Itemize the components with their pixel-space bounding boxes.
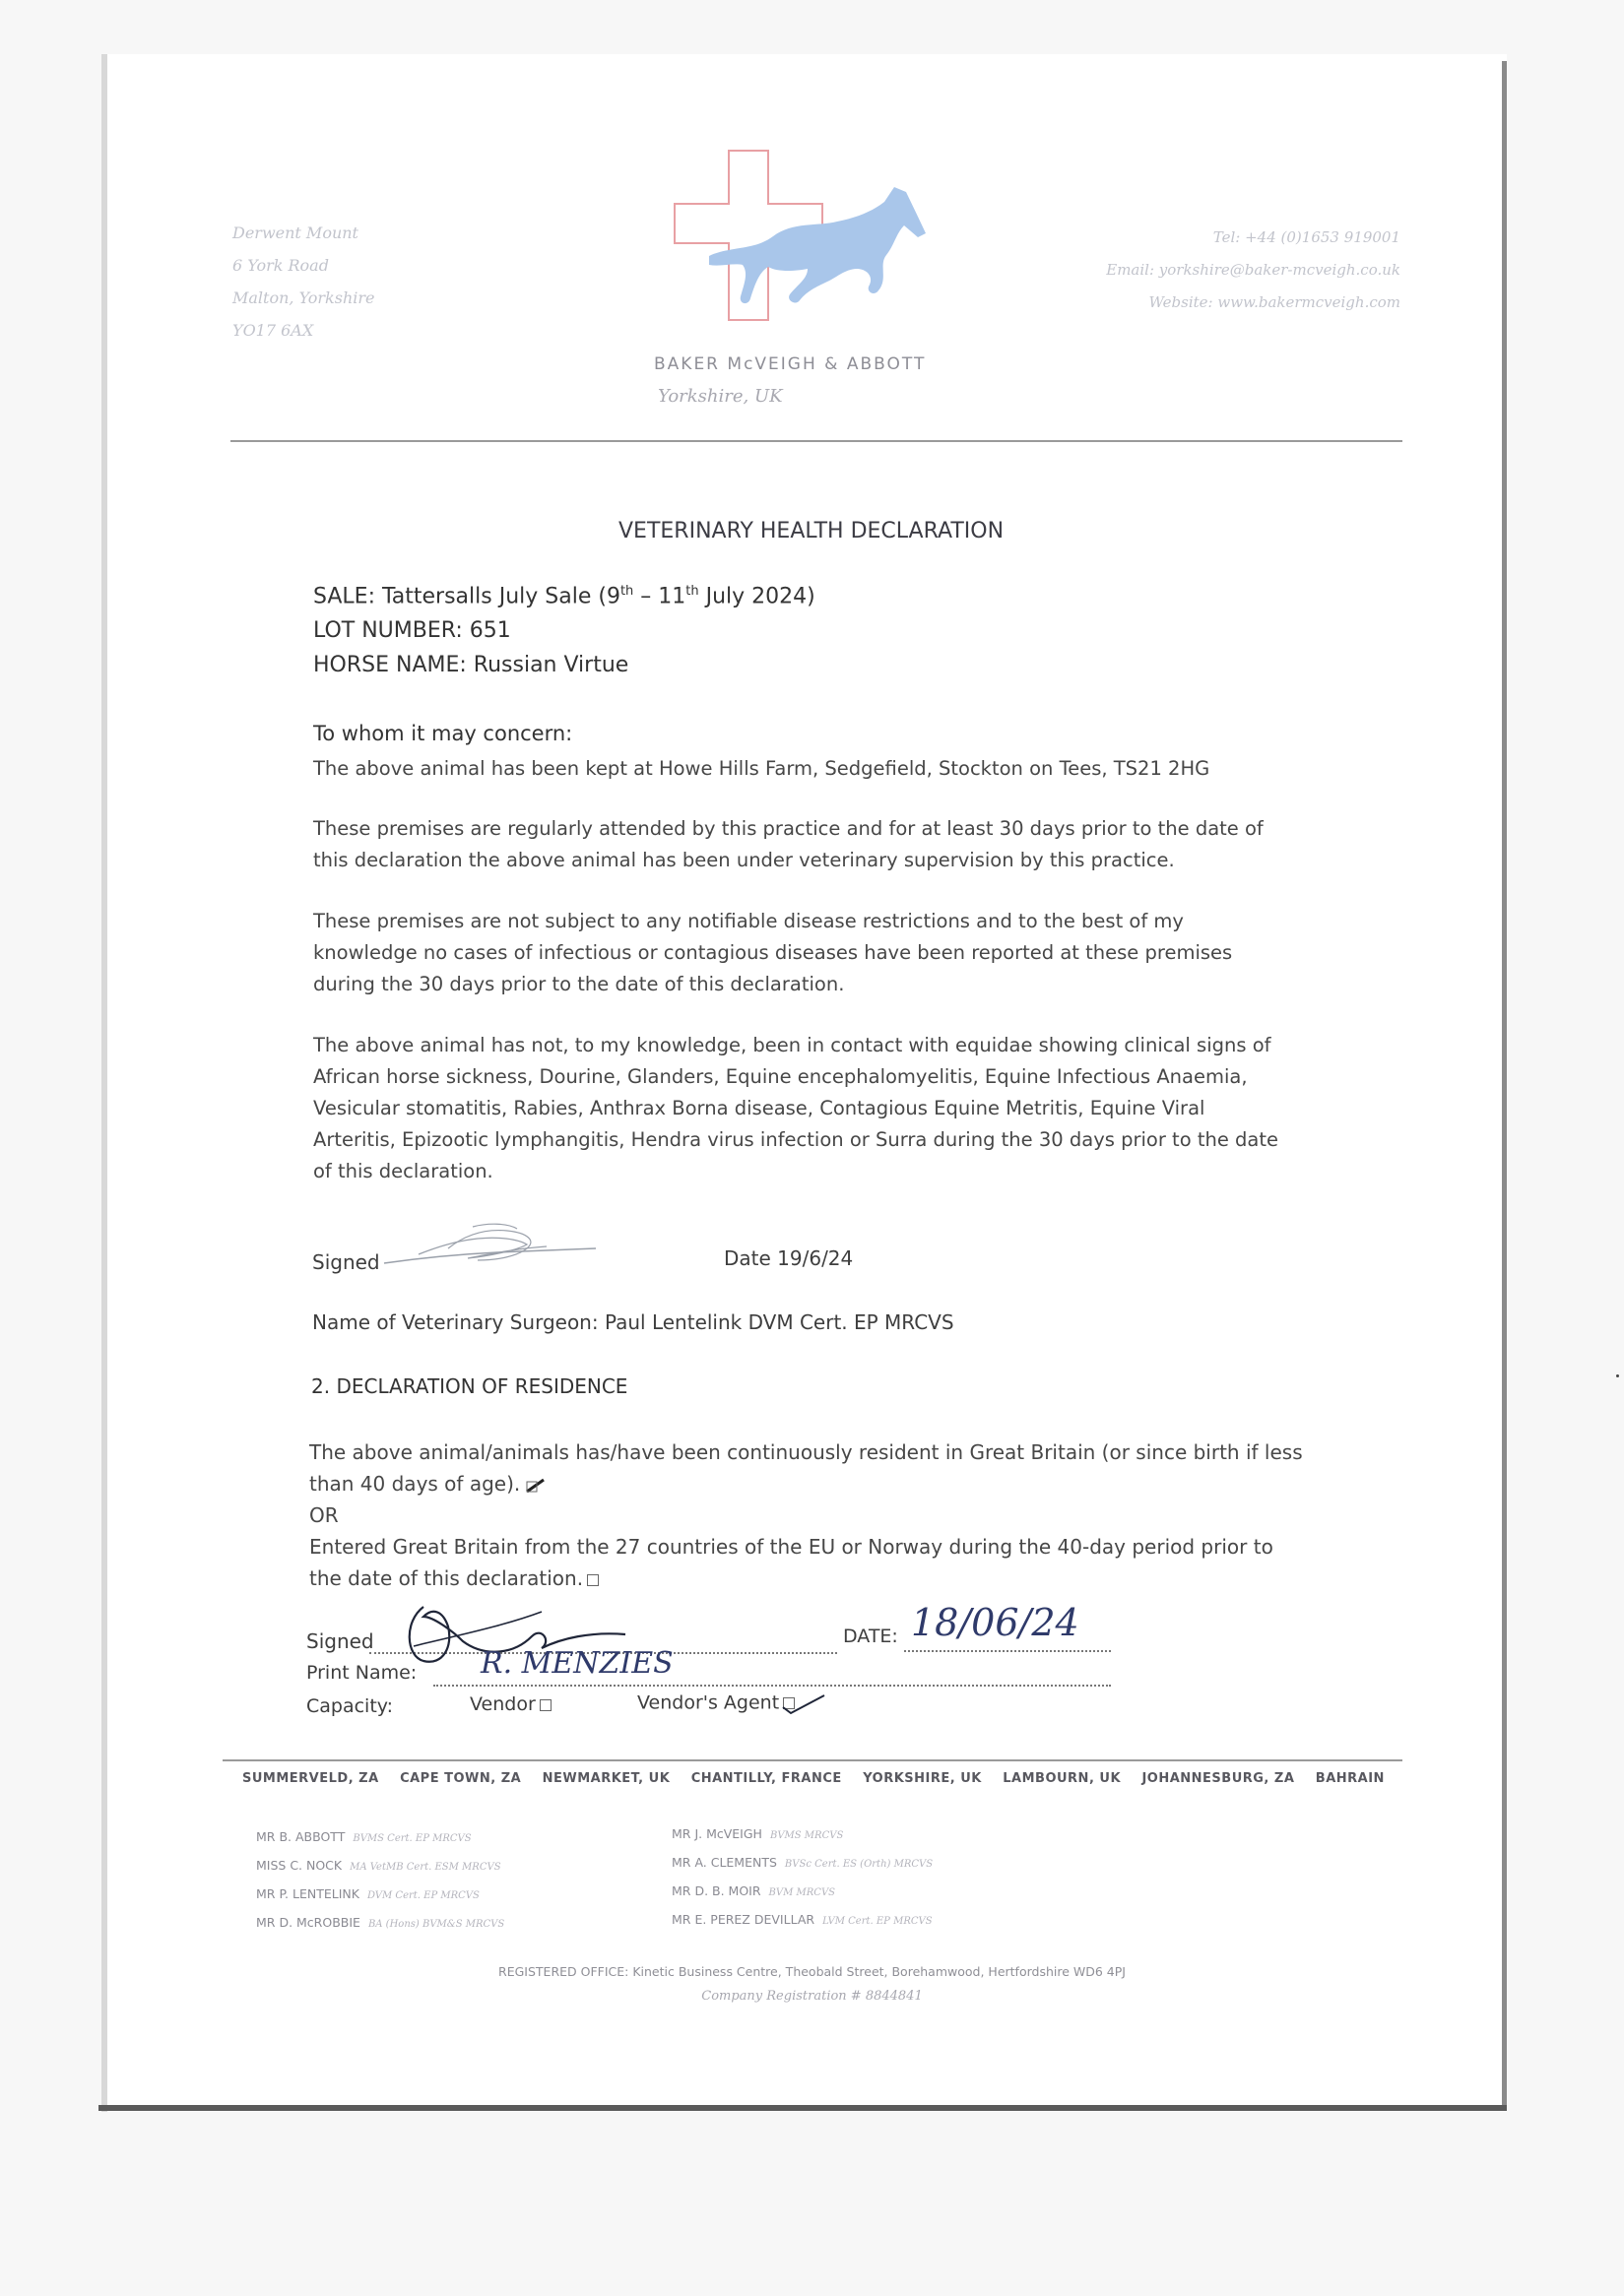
residence-heading: 2. DECLARATION OF RESIDENCE xyxy=(311,1374,628,1398)
page-edge-right xyxy=(1502,61,1507,2109)
staff-name: MR A. CLEMENTS xyxy=(672,1855,777,1870)
staff-name: MISS C. NOCK xyxy=(256,1858,343,1873)
header-divider xyxy=(230,440,1402,442)
staff-entry xyxy=(672,1820,933,1849)
eu-checkbox[interactable] xyxy=(587,1574,599,1586)
paragraph-line: of this declaration. xyxy=(313,1160,493,1182)
paragraph-line: this declaration the above animal has been under veterinary supervision by this practice. xyxy=(313,849,1175,871)
paragraph-diseases xyxy=(313,1030,1278,1187)
staff-quals: BVMS MRCVS xyxy=(769,1830,844,1841)
residence-line-text: than 40 days of age). xyxy=(309,1472,521,1496)
sale-sup: th xyxy=(685,584,699,599)
checkmark-icon xyxy=(779,1691,828,1715)
checkmark-icon xyxy=(524,1476,548,1496)
page-edge-bottom xyxy=(98,2105,1507,2111)
vet-surgeon-name: Name of Veterinary Surgeon: Paul Lentelink DVM Cert. EP MRCVS xyxy=(312,1310,954,1334)
lot-number: LOT NUMBER: 651 xyxy=(313,618,511,643)
staff-entry xyxy=(256,1823,504,1852)
practice-address xyxy=(232,217,374,347)
staff-quals: BVM MRCVS xyxy=(768,1887,836,1898)
staff-quals: BVMS Cert. EP MRCVS xyxy=(353,1833,472,1844)
or-text: OR xyxy=(309,1503,339,1527)
sale-line xyxy=(313,584,815,608)
company-registration: Company Registration # 8844841 xyxy=(701,1989,923,2004)
address-line: 6 York Road xyxy=(232,256,329,275)
staff-entry xyxy=(672,1906,933,1935)
paragraph-line: These premises are not subject to any notifiable disease restrictions and to the best of my xyxy=(313,910,1184,932)
horse-name: HORSE NAME: Russian Virtue xyxy=(313,653,629,677)
staff-quals: BA (Hons) BVM&S MRCVS xyxy=(367,1919,505,1930)
page-edge-left xyxy=(101,54,107,2112)
vet-signature xyxy=(379,1219,606,1278)
owner-date-label: DATE: xyxy=(843,1626,898,1647)
office-locations xyxy=(242,1771,1385,1786)
staff-quals: BVSc Cert. ES (Orth) MRCVS xyxy=(784,1859,934,1870)
staff-quals: LVM Cert. EP MRCVS xyxy=(822,1916,933,1927)
print-name-line xyxy=(433,1685,1111,1687)
kept-at: The above animal has been kept at Howe Hills Farm, Sedgefield, Stockton on Tees, TS21 2HG xyxy=(313,757,1210,780)
staff-name: MR B. ABBOTT xyxy=(256,1829,346,1844)
footer-divider xyxy=(223,1759,1402,1761)
staff-entry xyxy=(256,1881,504,1909)
registered-office: REGISTERED OFFICE: Kinetic Business Centre, Theobald Street, Borehamwood, Hertfordshire WD6 4PJ xyxy=(498,1964,1126,1979)
agent-label: Vendor's Agent xyxy=(637,1691,780,1714)
address-line: YO17 6AX xyxy=(232,321,314,340)
vendor-label: Vendor xyxy=(470,1693,536,1715)
print-name-label: Print Name: xyxy=(306,1662,418,1684)
contact-email[interactable]: Email: yorkshire@baker-mcveigh.co.uk xyxy=(1106,261,1400,279)
location: YORKSHIRE, UK xyxy=(863,1771,982,1786)
print-name-handwritten: R. MENZIES xyxy=(481,1646,674,1681)
staff-entry xyxy=(256,1909,504,1938)
owner-signed-label: Signed xyxy=(306,1629,374,1653)
location: JOHANNESBURG, ZA xyxy=(1141,1771,1295,1786)
staff-name: MR E. PEREZ DEVILLAR xyxy=(672,1912,815,1927)
paragraph-line: Arteritis, Epizootic lymphangitis, Hendra virus infection or Surra during the 30 days prior to the date xyxy=(313,1128,1278,1151)
staff-entry xyxy=(672,1878,933,1906)
staff-list-right xyxy=(672,1820,933,1935)
staff-entry xyxy=(256,1852,504,1881)
address-line: Derwent Mount xyxy=(232,223,358,242)
date-line xyxy=(904,1650,1111,1652)
paragraph-line: during the 30 days prior to the date of this declaration. xyxy=(313,973,845,995)
vet-date: Date 19/6/24 xyxy=(724,1246,854,1270)
staff-entry xyxy=(672,1849,933,1878)
location: LAMBOURN, UK xyxy=(1003,1771,1122,1786)
sale-text: – 11 xyxy=(633,584,686,609)
paragraph-supervision xyxy=(313,813,1264,876)
residence-line xyxy=(309,1468,1303,1499)
residence-line: Entered Great Britain from the 27 countries of the EU or Norway during the 40-day period prior to xyxy=(309,1535,1273,1559)
horse-cross-logo-icon xyxy=(660,143,955,340)
brand-location: Yorkshire, UK xyxy=(658,386,783,407)
staff-quals: DVM Cert. EP MRCVS xyxy=(366,1890,480,1901)
staff-quals: MA VetMB Cert. ESM MRCVS xyxy=(350,1862,501,1873)
paragraph-line: These premises are regularly attended by this practice and for at least 30 days prior to the date of xyxy=(313,817,1264,840)
vendor-option xyxy=(470,1693,552,1715)
residence-line: The above animal/animals has/have been continuously resident in Great Britain (or since birth if less xyxy=(309,1440,1303,1464)
staff-name: MR D. McROBBIE xyxy=(256,1915,360,1930)
brand-name: BAKER McVEIGH & ABBOTT xyxy=(654,354,927,374)
contact-phone: Tel: +44 (0)1653 919001 xyxy=(1212,228,1400,246)
staff-name: MR D. B. MOIR xyxy=(672,1883,761,1898)
practice-contact xyxy=(1106,222,1400,319)
paragraph-line: Vesicular stomatitis, Rabies, Anthrax Borna disease, Contagious Equine Metritis, Equine Viral xyxy=(313,1097,1205,1119)
paragraph-line: The above animal has not, to my knowledge, been in contact with equidae showing clinical signs of xyxy=(313,1034,1271,1056)
location: SUMMERVELD, ZA xyxy=(242,1771,379,1786)
staff-name: MR P. LENTELINK xyxy=(256,1886,359,1901)
staff-name: MR J. McVEIGH xyxy=(672,1826,762,1841)
residence-option-gb xyxy=(309,1436,1303,1594)
location: CHANTILLY, FRANCE xyxy=(690,1771,842,1786)
location: NEWMARKET, UK xyxy=(542,1771,671,1786)
vet-signed-label: Signed xyxy=(312,1250,380,1274)
sale-text: July 2024) xyxy=(698,584,815,609)
agent-option xyxy=(637,1691,828,1715)
owner-date-handwritten: 18/06/24 xyxy=(911,1601,1079,1644)
paragraph-restrictions xyxy=(313,906,1232,1000)
location: BAHRAIN xyxy=(1315,1771,1385,1786)
sale-sup: th xyxy=(619,584,634,599)
paragraph-line: African horse sickness, Dourine, Glanders, Equine encephalomyelitis, Equine Infectious Anaemia, xyxy=(313,1065,1248,1088)
residence-line-text: the date of this declaration. xyxy=(309,1566,584,1590)
sale-text: SALE: Tattersalls July Sale (9 xyxy=(313,584,620,609)
capacity-label: Capacity: xyxy=(306,1695,394,1717)
address-line: Malton, Yorkshire xyxy=(232,288,375,307)
greeting: To whom it may concern: xyxy=(313,722,573,745)
scan-speck xyxy=(1616,1374,1619,1377)
staff-list-left xyxy=(256,1823,504,1938)
vendor-checkbox[interactable] xyxy=(540,1699,552,1711)
document-title: VETERINARY HEALTH DECLARATION xyxy=(618,519,1005,543)
contact-website[interactable]: Website: www.bakermcveigh.com xyxy=(1148,293,1400,311)
paragraph-line: knowledge no cases of infectious or contagious diseases have been reported at these premises xyxy=(313,941,1233,964)
location: CAPE TOWN, ZA xyxy=(400,1771,522,1786)
